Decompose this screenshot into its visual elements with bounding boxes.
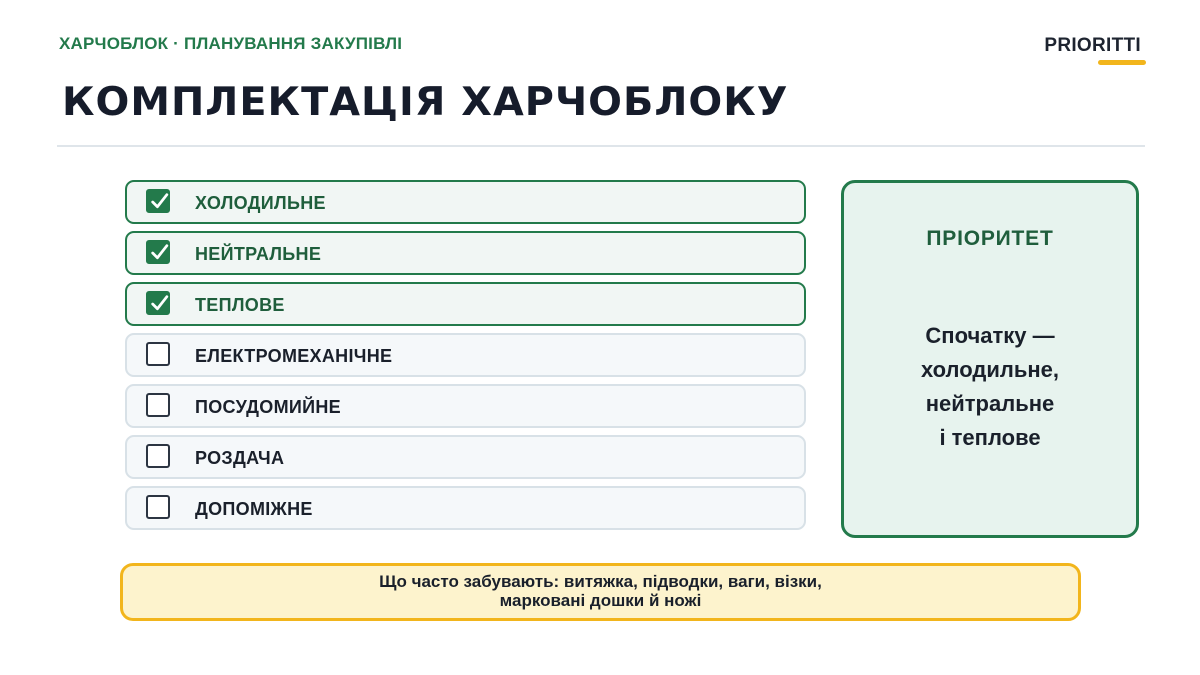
checkbox[interactable] [146,291,170,315]
checkbox[interactable] [146,240,170,264]
priority-line: Спочатку — [925,323,1055,348]
checklist-item-serving[interactable] [125,435,806,479]
forgotten-items-note [120,563,1081,621]
priority-title: ПРІОРИТЕТ [926,227,1054,250]
checkmark-icon [149,191,170,212]
priority-card [841,180,1139,538]
page-title: КОМПЛЕКТАЦІЯ ХАРЧОБЛОКУ [62,80,789,125]
checklist-item-label: ДОПОМІЖНЕ [195,499,313,519]
checkbox[interactable] [146,342,170,366]
checklist-item-label: ЕЛЕКТРОМЕХАНІЧНЕ [195,346,393,366]
checklist-item-label: РОЗДАЧА [195,448,285,468]
checkbox[interactable] [146,393,170,417]
checklist-item-label: НЕЙТРАЛЬНЕ [195,244,322,264]
checklist-item-label: ПОСУДОМИЙНЕ [195,397,341,417]
checklist-item-auxiliary[interactable] [125,486,806,530]
checklist-item-neutral[interactable] [125,231,806,275]
checkmark-icon [149,293,170,314]
checklist-item-refrigeration[interactable] [125,180,806,224]
section-eyebrow: ХАРЧОБЛОК · ПЛАНУВАННЯ ЗАКУПІВЛІ [59,34,403,53]
checklist-item-label: ТЕПЛОВЕ [195,295,285,315]
priority-line: нейтральне [925,391,1055,416]
checklist-item-electromechanical[interactable] [125,333,806,377]
header-divider [57,145,1145,147]
checklist-item-label: ХОЛОДИЛЬНЕ [195,193,326,213]
checklist-item-thermal[interactable] [125,282,806,326]
checkmark-icon [149,242,170,263]
equipment-checklist [125,180,806,537]
note-line: Що часто забувають: витяжка, підводки, ваги, візки, [379,572,822,591]
checklist-item-dishwashing[interactable] [125,384,806,428]
checkbox[interactable] [146,495,170,519]
checkbox[interactable] [146,444,170,468]
priority-line: і теплове [939,425,1041,450]
priority-line: холодильне, [920,357,1060,382]
brand-logo: PRIORITTI [1044,35,1141,56]
checkbox[interactable] [146,189,170,213]
note-line: марковані дошки й ножі [499,591,702,610]
brand-underline [1098,60,1146,65]
priority-text [854,319,1126,455]
